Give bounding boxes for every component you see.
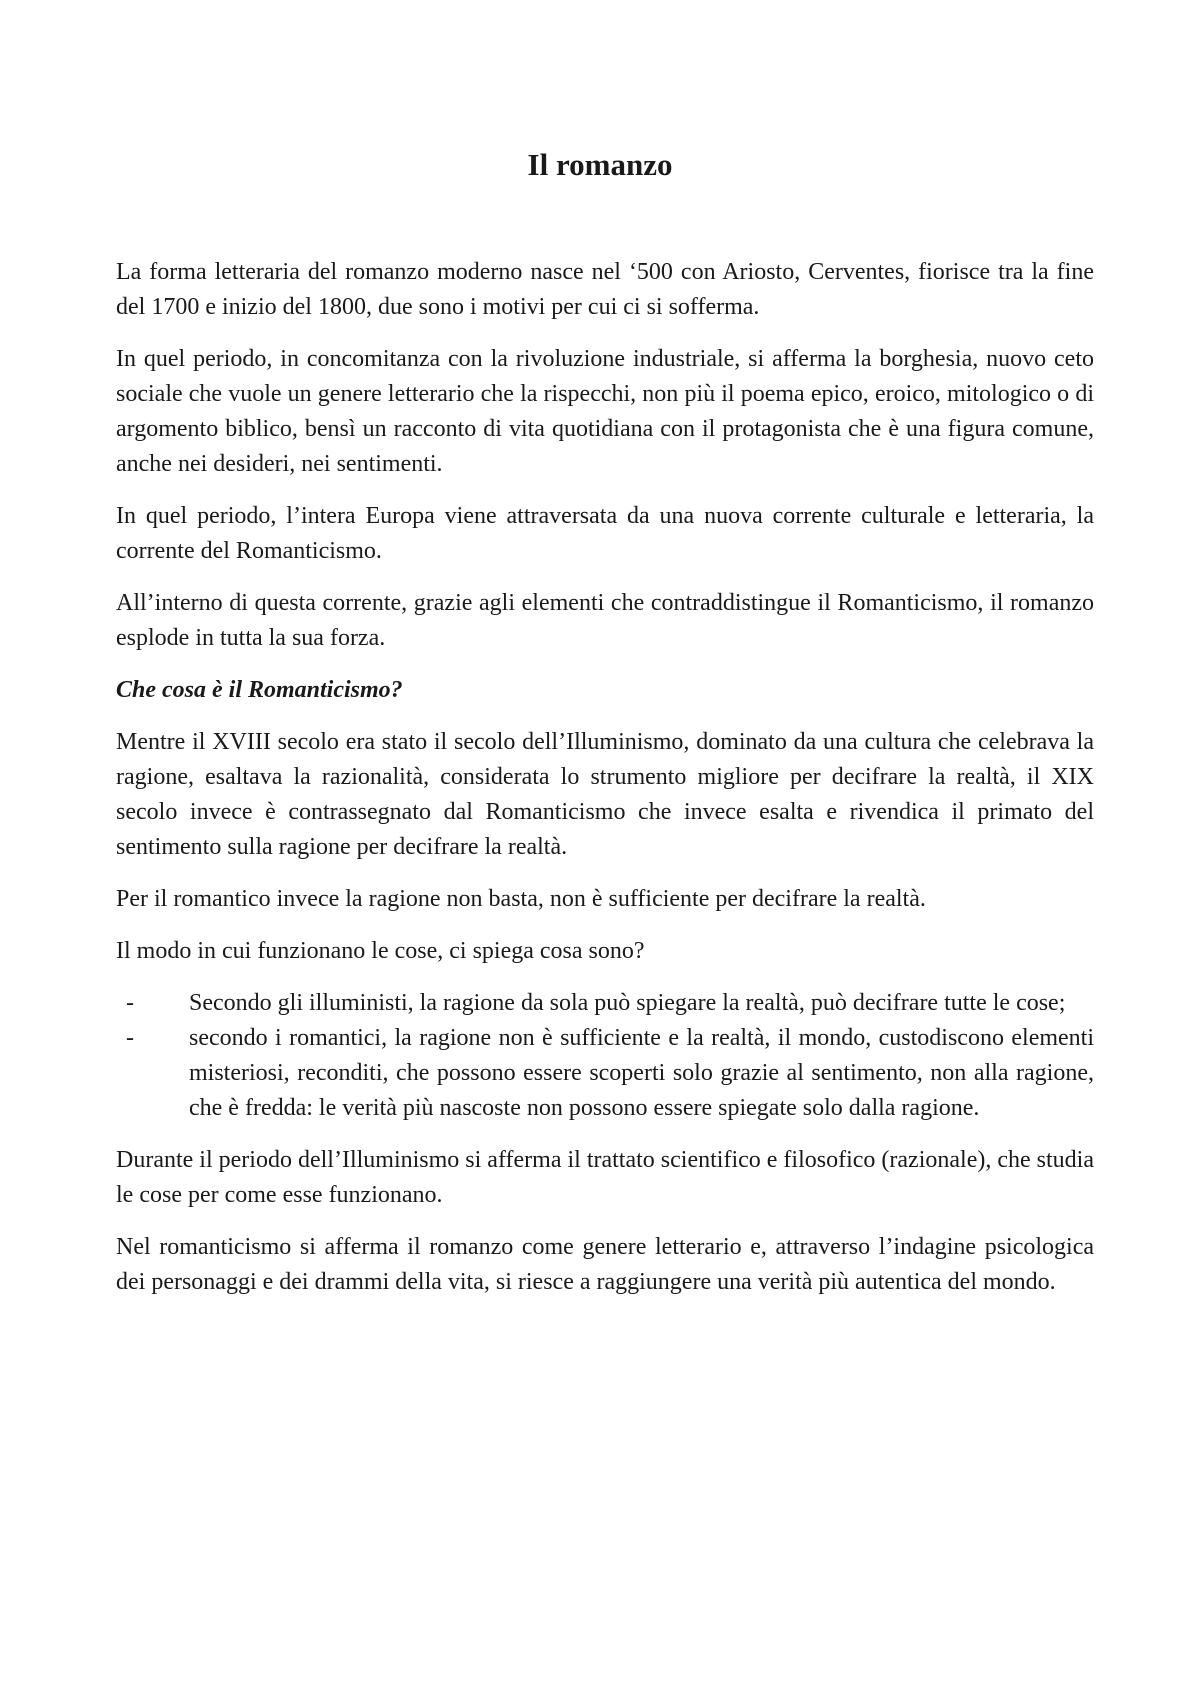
dash-bullet: - bbox=[126, 990, 134, 1016]
paragraph: In quel periodo, in concomitanza con la rivoluzione industriale, si afferma la borghesia, nuovo ceto sociale che vuole un genere letterario che la rispecchi, non più il poema epico, eroico, mitologico o di argomento biblico, bensì un racconto di vita quotidiana con il protagonista che è una figura comune, anche nei desideri, nei sentimenti. bbox=[116, 346, 1094, 477]
document-body bbox=[116, 255, 1094, 1317]
paragraph: Il modo in cui funzionano le cose, ci spiega cosa sono? bbox=[116, 938, 645, 964]
dash-bullet: - bbox=[126, 1025, 134, 1051]
page-title: Il romanzo bbox=[527, 147, 673, 182]
paragraph: Mentre il XVIII secolo era stato il secolo dell’Illuminismo, dominato da una cultura che celebrava la ragione, esaltava la razionalità, considerata lo strumento migliore per decifrare la realtà, il XIX secolo invece è contrassegnato dal Romanticismo che invece esalta e rivendica il primato del sentimento sulla ragione per decifrare la realtà. bbox=[116, 729, 1094, 860]
bullet-list bbox=[116, 986, 1094, 1126]
paragraph: La forma letteraria del romanzo moderno nasce nel ‘500 con Ariosto, Cerventes, fiorisce tra la fine del 1700 e inizio del 1800, due sono i motivi per cui ci si sofferma. bbox=[116, 259, 1094, 320]
paragraph: Nel romanticismo si afferma il romanzo come genere letterario e, attraverso l’indagine psicologica dei personaggi e dei drammi della vita, si riesce a raggiungere una verità più autentica del mondo. bbox=[116, 1234, 1094, 1295]
paragraph: In quel periodo, l’intera Europa viene attraversata da una nuova corrente culturale e letteraria, la corrente del Romanticismo. bbox=[116, 503, 1094, 564]
list-item-text: Secondo gli illuministi, la ragione da sola può spiegare la realtà, può decifrare tutte le cose; bbox=[189, 990, 1066, 1016]
paragraph: All’interno di questa corrente, grazie agli elementi che contraddistingue il Romanticismo, il romanzo esplode in tutta la sua forza. bbox=[116, 590, 1094, 651]
section-heading: Che cosa è il Romanticismo? bbox=[116, 677, 403, 703]
list-item bbox=[116, 1021, 1094, 1126]
list-item bbox=[116, 986, 1094, 1021]
paragraph: Durante il periodo dell’Illuminismo si afferma il trattato scientifico e filosofico (razionale), che studia le cose per come esse funzionano. bbox=[116, 1147, 1094, 1208]
list-item-text: secondo i romantici, la ragione non è sufficiente e la realtà, il mondo, custodiscono elementi misteriosi, reconditi, che possono essere scoperti solo grazie al sentimento, non alla ragione, che è fredda: le verità più nascoste non possono essere spiegate solo dalla ragione. bbox=[189, 1025, 1094, 1121]
paragraph: Per il romantico invece la ragione non basta, non è sufficiente per decifrare la realtà. bbox=[116, 886, 926, 912]
